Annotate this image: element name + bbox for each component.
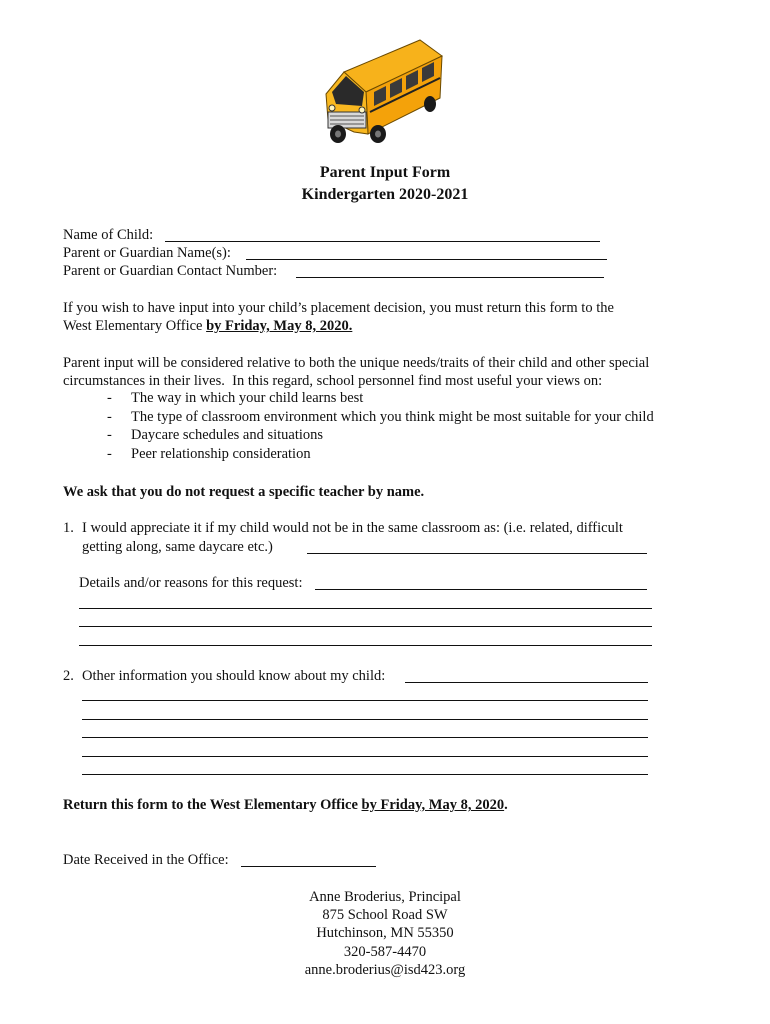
guardian-contact-label: Parent or Guardian Contact Number: bbox=[63, 263, 278, 279]
intro-text-2: West Elementary Office bbox=[63, 318, 207, 334]
school-phone: 320-587-4470 bbox=[343, 944, 427, 960]
intro-deadline: by Friday, May 8, 2020. bbox=[206, 318, 353, 334]
bullet-item: The way in which your child learns best bbox=[131, 390, 364, 406]
question-2-number: 2. bbox=[63, 668, 74, 684]
question-2-text: Other information you should know about my child: bbox=[82, 668, 386, 684]
intro-line-2 bbox=[63, 317, 352, 335]
child-name-field[interactable] bbox=[165, 241, 600, 242]
consideration-line-2: circumstances in their lives. In this regard, school personnel find most useful your views on: bbox=[63, 373, 603, 389]
bullet-item: Peer relationship consideration bbox=[131, 446, 311, 462]
question-1-text-2: getting along, same daycare etc.) bbox=[82, 539, 273, 555]
date-received-field[interactable] bbox=[241, 866, 376, 867]
question-2-line[interactable] bbox=[82, 719, 648, 720]
form-title: Parent Input Form bbox=[319, 164, 451, 181]
question-2-line[interactable] bbox=[82, 737, 648, 738]
question-2-line[interactable] bbox=[82, 756, 648, 757]
bullet-item: Daycare schedules and situations bbox=[131, 427, 324, 443]
return-line bbox=[63, 796, 508, 814]
school-bus-icon bbox=[314, 34, 446, 146]
details-field[interactable] bbox=[315, 589, 647, 590]
intro-text-1: If you wish to have input into your child’s placement decision, you must return this form to the bbox=[63, 300, 614, 316]
question-2-line[interactable] bbox=[82, 774, 648, 775]
return-text: Return this form to the West Elementary Office bbox=[63, 797, 362, 813]
consideration-line-1: Parent input will be considered relative to both the unique needs/traits of their child and other special bbox=[63, 355, 650, 371]
details-label: Details and/or reasons for this request: bbox=[79, 575, 303, 591]
details-line[interactable] bbox=[79, 645, 652, 646]
guardian-contact-field[interactable] bbox=[296, 277, 604, 278]
guardian-name-field[interactable] bbox=[246, 259, 607, 260]
question-2-field[interactable] bbox=[405, 682, 648, 683]
details-line[interactable] bbox=[79, 626, 652, 627]
school-street: 875 School Road SW bbox=[322, 907, 448, 923]
details-line[interactable] bbox=[79, 608, 652, 609]
question-1-number: 1. bbox=[63, 520, 74, 536]
form-subtitle: Kindergarten 2020-2021 bbox=[301, 186, 469, 203]
date-received-label: Date Received in the Office: bbox=[63, 852, 229, 868]
notice-text: We ask that you do not request a specific teacher by name. bbox=[63, 484, 425, 500]
bullet-mark: - bbox=[107, 427, 112, 443]
principal-email: anne.broderius@isd423.org bbox=[304, 962, 466, 978]
return-period: . bbox=[504, 797, 508, 813]
return-deadline: by Friday, May 8, 2020 bbox=[361, 797, 505, 813]
bullet-mark: - bbox=[107, 446, 112, 462]
question-2-line[interactable] bbox=[82, 700, 648, 701]
guardian-name-label: Parent or Guardian Name(s): bbox=[63, 245, 231, 261]
bullet-item: The type of classroom environment which you think might be most suitable for your child bbox=[131, 409, 654, 425]
bullet-mark: - bbox=[107, 390, 112, 406]
school-city: Hutchinson, MN 55350 bbox=[316, 925, 454, 941]
question-1-field[interactable] bbox=[307, 553, 647, 554]
bullet-mark: - bbox=[107, 409, 112, 425]
question-1-text-1: I would appreciate it if my child would not be in the same classroom as: (i.e. related, difficult bbox=[82, 520, 623, 536]
principal-name: Anne Broderius, Principal bbox=[309, 889, 461, 905]
child-name-label: Name of Child: bbox=[63, 227, 154, 243]
